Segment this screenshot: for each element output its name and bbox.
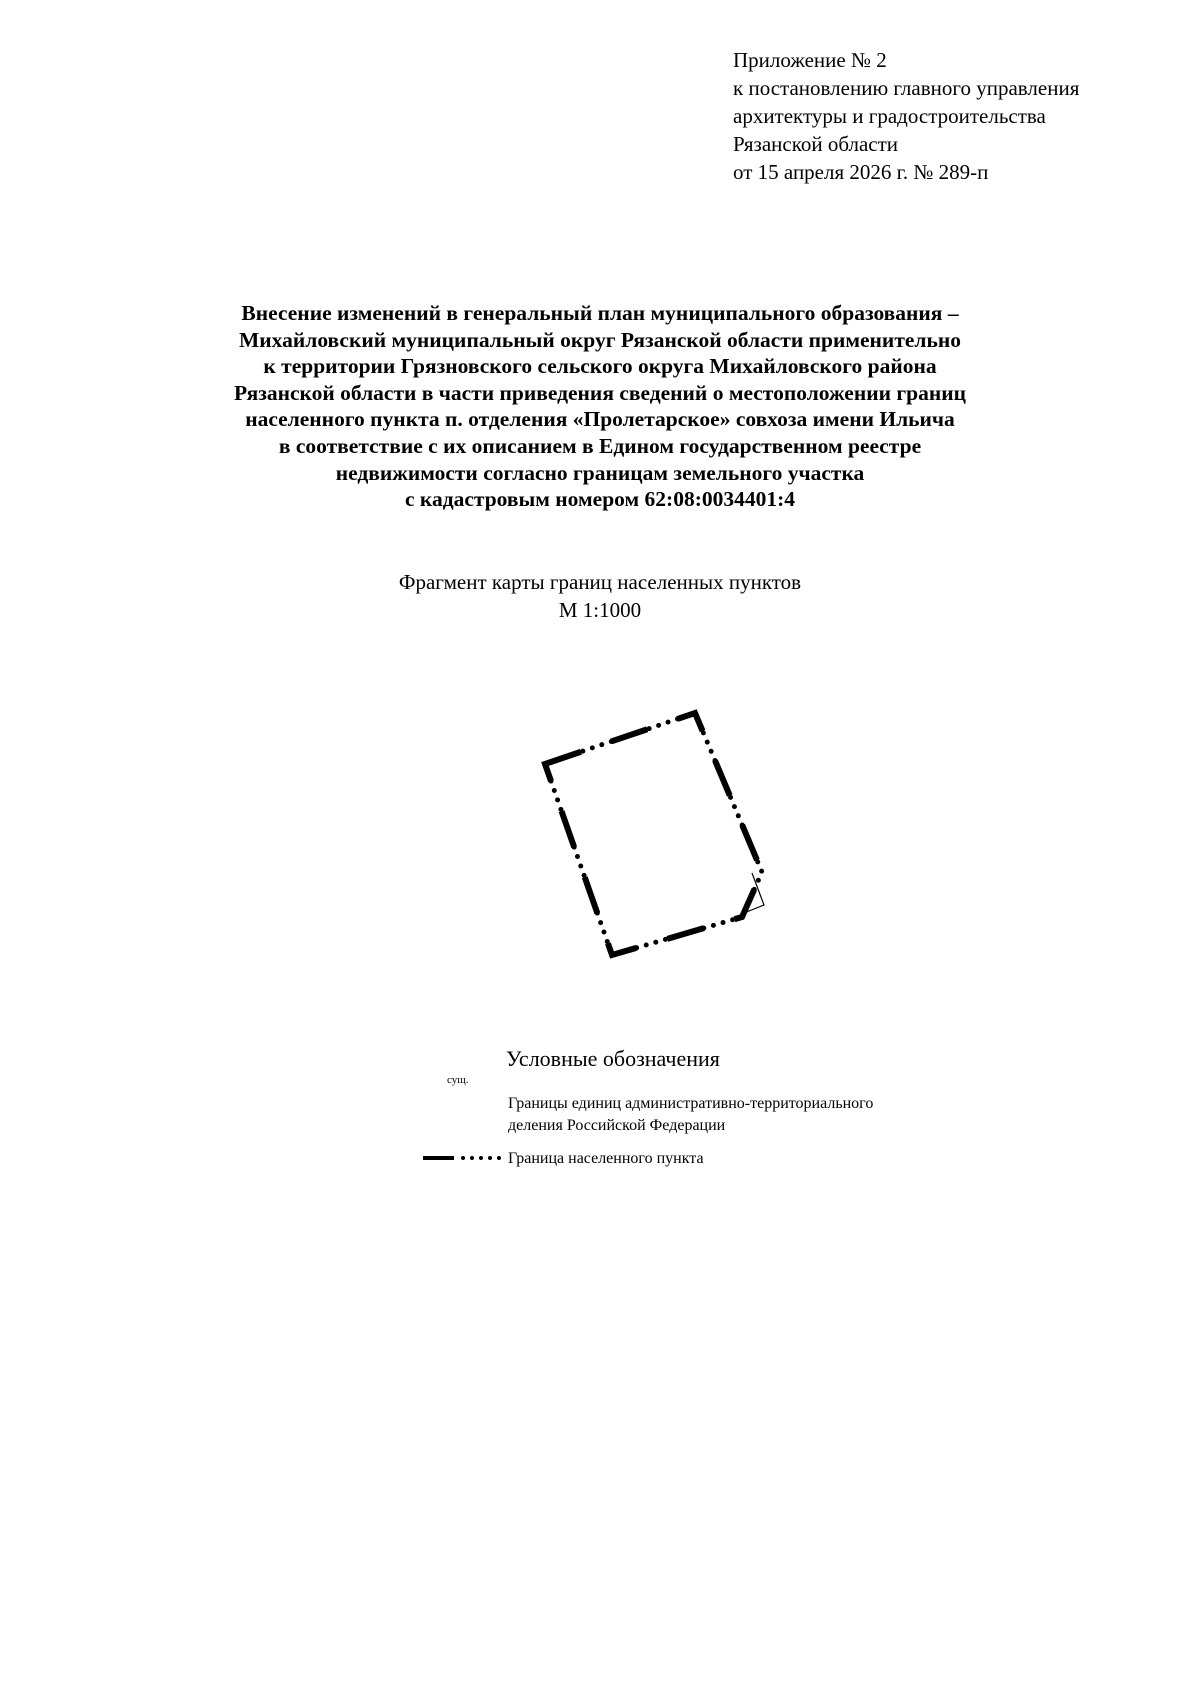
appendix-line: Рязанской области xyxy=(733,132,899,156)
appendix-line: от 15 апреля 2026 г. № 289-п xyxy=(733,160,989,184)
boundary-dots xyxy=(545,713,762,955)
boundary-dashes xyxy=(545,713,762,955)
title-line: с кадастровым номером 62:08:0034401:4 xyxy=(404,487,796,512)
appendix-line: к постановлению главного управления xyxy=(733,76,1080,100)
legend-item-settlement-boundary: Граница населенного пункта xyxy=(508,1150,704,1167)
legend-item-admin-boundary xyxy=(508,1093,873,1137)
title-line: населенного пункта п. отделения «Пролетарское» совхоза имени Ильича xyxy=(245,407,955,432)
legend-symbol-label: сущ. xyxy=(447,1074,469,1086)
map-scale: М 1:1000 xyxy=(558,598,642,622)
legend-item-label: деления Российской Федерации xyxy=(508,1117,726,1134)
title-line: Михайловский муниципальный округ Рязанской области применительно xyxy=(238,327,961,352)
legend-title: Условные обозначения xyxy=(506,1046,720,1071)
settlement-boundary xyxy=(545,713,762,955)
title-line: в соответствие с их описанием в Едином государственном реестре xyxy=(278,433,922,458)
appendix-line: Приложение № 2 xyxy=(733,48,887,72)
map-caption-name: Фрагмент карты границ населенных пунктов xyxy=(398,570,802,594)
title-line: Рязанской области в части приведения сведений о местоположении границ xyxy=(234,380,966,405)
legend-item-label: Границы единиц административно-территориального xyxy=(508,1095,874,1112)
legend-settlement-symbol xyxy=(423,1156,501,1160)
title-line: недвижимости согласно границам земельного участка xyxy=(335,460,865,485)
title-line: к территории Грязновского сельского округа Михайловского района xyxy=(263,354,937,379)
appendix-line: архитектуры и градостроительства xyxy=(733,104,1046,128)
title-line: Внесение изменений в генеральный план муниципального образования – xyxy=(241,301,959,325)
